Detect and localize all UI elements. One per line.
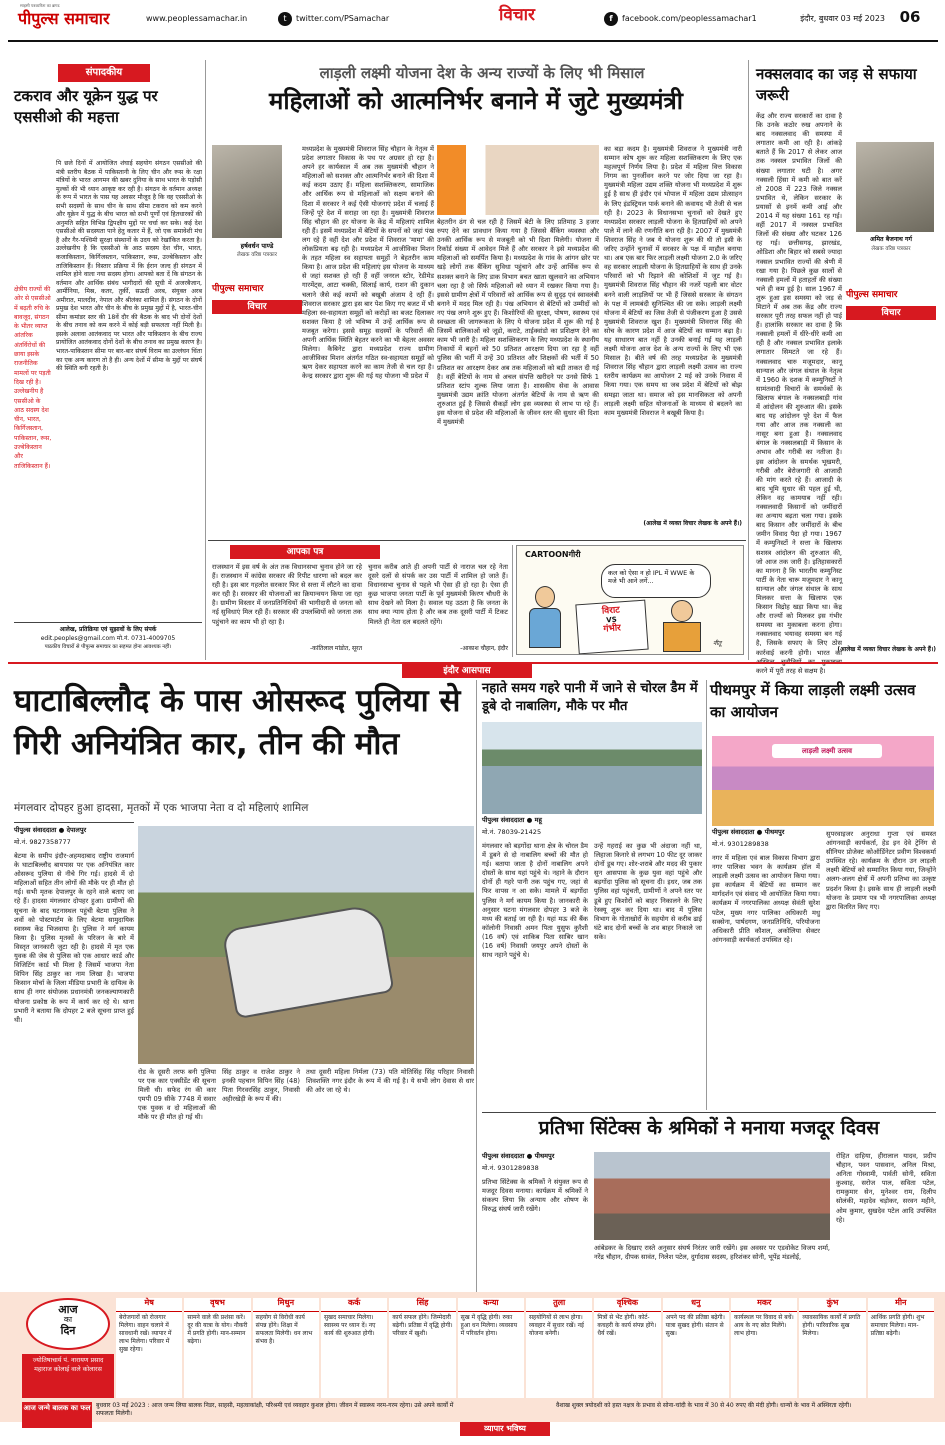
cartoon-speech: कल को ऐसा न हो IPL में WWE के मजे भी आने लगें... — [601, 564, 711, 598]
zodiac-sign-text: अपने पद की प्रतिष्ठा बढ़ेगी। यात्रा सुखद होगी। संतान से सुख। — [665, 1314, 725, 1338]
naxal-author-role: लेखक वरिष्ठ पत्रकार — [871, 246, 911, 252]
editorial-footer-disclaimer: पाठकीय विचारों से पीपुल्स समाचार का सहमत होना आवश्यक नहीं। — [44, 644, 172, 650]
masthead-logo: पीपुल्स समाचार — [18, 9, 110, 28]
dateline: इंदौर, बुधवार 03 मई 2023 — [800, 14, 885, 23]
zodiac-sign-name: कुंभ — [799, 1298, 865, 1312]
cm-photo — [437, 145, 599, 215]
main-col1: मध्यप्रदेश के मुख्यमंत्री शिवराज सिंह चौहान के नेतृत्व में प्रदेश लगातार विकास के पथ पर अग्रसर हो रहा है। अपने हर कार्यकाल में अब तक मुख्यमंत्री चौहान ने महिलाओं को सशक्त और आत्मनिर्भर बनाने की दिशा में कई कदम उठाए हैं। महिला सशक्तिकरण, सामाजिक और आर्थिक रूप से महिलाओं को सक्षम बनाने की दिशा में सरकार ने कई ऐसी योजनाएं प्रदेश में चलाई हैं जिन्हें पूरे देश में सराहा जा रहा है। मुख्यमंत्री शिवराज सिंह चौहान की हर योजना के केंद्र में महिलाएं शामिल रही हैं। इसमें मध्यप्रदेश में बेटियों के सपनों को जहां पंख लग रहे हैं वहीं देश और प्रदेश में शिवराज 'मामा' की लोकप्रियता बढ़ रही है। मध्यप्रदेश में आजीविका मिशन के तहत महिला स्व सहायता समूहों ने बेहतरीन काम किया है। आज प्रदेश की महिलाएं इस योजना के माध्यम से जहां सशक्त हो रही हैं वहीं जनरल स्टोर, रेडीमेड गारमेंट्स, आटा चक्की, सिलाई कार्य, राशन की दुकान चलाने जैसे कई कामों को बखूबी अंजाम दे रही हैं। शिवराज सरकार द्वारा इस बार पेश किए गए बजट में भी महिला स्व-सहायता समूहों को करोड़ों का बजट दिलाकर सशक्त किया है जो भविष्य में उन्हें आर्थिक रूप से मजबूत करेगा। इससे समूह सदस्यों के परिवारों की अपनी आर्थिक स्थिति बेहतर करने का भी बेहतर अवसर मिलेगा। कैबिनेट द्वारा मध्यप्रदेश राज्य ग्रामीण आजीविका मिशन अंतर्गत गठित स्व-सहायता समूहों को ऋण देकर सहायता करने का काम तेजी से चल रहा है। केन्द्र सरकार द्वारा शुरू की गई यह योजना भी प्रदेश में — [302, 145, 434, 381]
accident-col2: रोड के दूसरी तरफ बनी पुलिया पर एक कार एक्सीडेंट की सूचना मिली थी। सफेद रंग की कार एमपी 09 सीके 7748 में सवार एक युवक व दो महिलाओं की मौके पर ही मौत हो गई थी। — [138, 1068, 216, 1122]
accident-subhead: मंगलवार दोपहर हुआ हादसा, मृतकों में एक भाजपा नेता व दो महिलाएं शामिल — [14, 802, 309, 814]
letter-1: राजस्थान में इस वर्ष के अंत तक विधानसभा चुनाव होने जा रहे हैं। राजस्थान में कांग्रेस सरकार की रिपीट धारणा को बदल कर रही है। इस बार गहलोत सरकार फिर से सत्ता में लौटने का दावा कर रही है। सरकार की योजनाओं का क्रियान्वयन किया जा रहा है। ग्रामीण विस्तार में जनप्रतिनिधियों की भागीदारी से जनता को नई सुविधाएं मिल रही हैं। सरकार की उपलब्धियों को जनता तक पहुंचाने का काम भी हो रहा है। — [212, 563, 362, 626]
newspaper-line2: गंभीर — [603, 623, 622, 636]
pratibha-photo — [594, 1152, 830, 1240]
zodiac-sign-text: सुख में वृद्धि होगी। रुका हुआ धन मिलेगा। व्यवसाय में परिवर्तन होगा। — [460, 1314, 518, 1338]
naxal-brand-logo: पीपुल्स समाचार — [846, 290, 898, 300]
zodiac-sign-text: कार्य सफल होंगे। जिम्मेदारी बढ़ेगी। प्रतिष्ठा में वृद्धि होगी। परिवार में खुशी। — [392, 1314, 453, 1338]
cartoon-panel — [516, 545, 744, 655]
drowning-col2: उन्हें गहराई का कुछ भी अंदाजा नहीं था, लिहाजा किनारे से लगभग 10 फीट दूर जाकर दोनों डूब गए। शोर-शराबे और मदद की पुकार सुन आसपास के कुछ युवा वहां पहुंचे और बड़गोंदा पुलिस को सूचना दी। इधर, जब तक पुलिस वहां पहुंचती, ग्रामीणों ने अपने स्तर पर डूबे हुए किशोरों को बाहर निकालने के लिए रेस्क्यू शुरू कर दिया था। बाद में पुलिस विभाग के गोताखोरों के सहयोग से करीब ढाई घंटे बाद दोनों बच्चों के शव बाहर निकाले जा सके। — [594, 842, 702, 941]
zodiac-sign — [731, 1298, 797, 1398]
facebook-icon: f — [604, 12, 618, 26]
masthead — [0, 0, 945, 40]
zodiac-sign-text: सामने वाले की प्रशंसा करें। दूर की यात्रा के योग। नौकरी में प्रगति होगी। मान-सम्मान बढ़ेगा। — [187, 1314, 248, 1346]
zodiac-sign — [321, 1298, 387, 1398]
ladli-headline: पीथमपुर में किया लाड़ली लक्ष्मी उत्सव का आयोजन — [710, 681, 916, 721]
cartoon-signature: नीतू — [713, 640, 722, 647]
main-col3: का बड़ा कदम है। मुख्यमंत्री शिवराज ने मुख्यमंत्री नारी सम्मान कोष शुरू कर महिला सशक्तिकरण के लिए एक महत्वपूर्ण निर्णय लिया है। प्रदेश में महिला वित्त विकास निगम का पुनर्जीवन करने पर जोर दिया जा रहा है। मुख्यमंत्री महिला उद्यम शक्ति योजना भी मध्यप्रदेश में शुरू हुई है साथ ही इंदौर एवं भोपाल में महिला उद्यम प्रोत्साहन के लिए इंडस्ट्रियल पार्क बनाने की कवायद भी तेजी से चल रही है। 2023 के विधानसभा चुनावों को देखते हुए मध्यप्रदेश सरकार लाड़ली योजना के हितग्राहियों को अपने पाले में लाने की रणनीति बना रही है। 2007 में मुख्यमंत्री शिवराज सिंह ने जब ये योजना शुरू की थी तो इसी के जरिए उन्होंने चुनावों में सरकार के पक्ष में माहौल बनाया था। अब एक बार फिर लाड़ली लक्ष्मी योजना 2.0 के जरिए वह सरकार लाड़ली योजना के हितग्राहियों के साथ ही उनके परिवारों को भी रिझाने की कोशिशों में जुट गई है। मुख्यमंत्री शिवराज सिंह चौहान की नजरें पहली बार वोटर बनने वाली लाड़लियों पर भी हैं जिससे सरकार के संगठन के पक्ष में लामबंदी सुनिश्चित की जा सके। लाड़ली लक्ष्मी योजना में बेटियों का जिस तेजी से पंजीकरण हुआ है उससे मुख्यमंत्री शिवराज खुश हैं। मुख्यमंत्री शिवराज सिंह की सोच के कारण प्रदेश में आज बेटियों का सम्मान बढ़ा है। यह साधारण बात नहीं है उनकी बनाई गई यह लाड़ली लक्ष्मी योजना आज देश के अन्य राज्यों के लिए भी एक मिसाल है। बीते वर्ष की तरह मध्यप्रदेश के मुख्यमंत्री शिवराज सिंह चौहान द्वारा लाड़ली लक्ष्मी उत्सव का राज्य स्तरीय कार्यक्रम का आयोजन 2 मई को उनके निवास में किया गया। एक समय था जब प्रदेश में बेटियों को बोझ समझा जाता था। समाज को इस मानसिकता को अपनी लाड़ली लक्ष्मी सहित योजनाओं के माध्यम से बदलने का काम मुख्यमंत्री शिवराज ने बखूबी किया है। — [604, 145, 742, 417]
zodiac-sign-text: सहयोग से विरोधी कार्य संपन्न होंगे। शिक्षा में सफलता मिलेगी। धन लाभ संभव है। — [255, 1314, 313, 1346]
zodiac-sign-text: कार्यस्थल पर विवाद से बचें। आय के नए स्रोत मिलेंगे। लाभ होगा। — [734, 1314, 794, 1338]
newspaper-line1: विराट — [601, 605, 621, 617]
accident-headline: घाटाबिल्लौद के पास ओसरूद पुलिया से गिरी अनियंत्रित कार, तीन की मौत — [14, 683, 461, 762]
accident-body: बेटमा के समीप इंदौर-अहमदाबाद राष्ट्रीय राजमार्ग के घाटाबिल्लौद बायपास पर एक अनियंत्रित कार ओसरूद पुलिया से नीचे गिर गई। हादसे में दो महिलाओं सहित तीन लोगों की मौके पर ही मौत हो गई। सभी मृतक देपालपुर के रहने वाले बताए जा रहे हैं। हादसा मंगलवार दोपहर हुआ। ग्रामीणों की सूचना के बाद घटनास्थल पहुंची बेटमा पुलिस ने शवों को पोस्टमार्टम के लिए बेटमा सामुदायिक स्वास्थ्य केंद्र भिजवाया है। पुलिस ने मर्ग कायम किया है। पुलिस मृतकों के परिजन के बारे में विस्तृत जानकारी जुटा रही है। हादसे में मृत एक युवक की जेब से पुलिस को एक आधार कार्ड और विजिटिंग कार्ड भी मिला है जिसमें भाजपा नेता विपिन सिंह ठाकुर का नाम लिखा है। भाजपा किसान मोर्चा के जिला मीडिया प्रभारी के दायित्व के साथ ही नगर संयोजक प्रधानमंत्री जनकल्याणकारी योजना प्रकोष्ठ के रूप में कार्य कर रहे थे। थाना प्रभारी ने बताया कि दोपहर 2 बजे सूचना प्राप्त हुई थी। — [14, 852, 134, 1024]
zodiac-sign — [868, 1298, 934, 1398]
pratibha-col3: रोहित दाहिया, हीरालाल यादव, प्रदीप चौहान, पवन पासवान, अनिल मिश्रा, अनिता गोस्वामी, पार्वती सोनी, सविता कुश्वाह, सरोज पाल, सविता पटेल, रामकुमार सेन, मुनेश्वर राम, दिलीप सोलंकी, महादेव चड़ोकर, सरवन महीने, ओम कुमार, सुखदेव पटेल आदि उपस्थित रहे। — [836, 1152, 936, 1224]
pratibha-byline: पीपुल्स संवाददाता ● पीथमपुर — [482, 1152, 555, 1160]
naxal-body-top: केंद्र और राज्य सरकारों का दावा है कि उनके कठोर रुख अपनाने के बाद नक्सलवाद की समस्या में लगातार कमी आ रही है। आंकड़े बताते हैं कि 2017 से लेकर आज तक नक्सल प्रभावित जिलों की संख्या लगातार घटी है। अगर नक्सली हिंसा में कमी को बात करें तो 2008 में 223 जिले नक्सल प्रभावित थे, लेकिन सरकार के प्रयासों से इनमें कमी आई और 2014 में यह संख्या 161 रह गई। वहीं 2017 में नक्सल प्रभावित जिलों की संख्या और घटकर 126 रह गई। छत्तीसगढ़, झारखंड, ओडिशा और बिहार को सबसे ज्यादा नक्सल प्रभावित राज्यों की श्रेणी में रखा गया है। पिछले कुछ सालों से नक्सली हमलों में हताहतों की संख्या भले ही कम हुई है। साल 1967 में शुरू हुआ इस समस्या को जड़ से मिटाने में अब तक केंद्र और राज्य सरकार पूरी तरह सफल नहीं हो पाई हैं। हालांकि सरकार का दावा है कि नक्सली हमलों में धीरे-धीरे कमी आ रही है और नक्सल प्रभावित इलाके लगातार सिमटते जा रहे हैं। नक्सलवाद चारु मजूमदार, कानू सान्याल और जंगल संथाल के नेतृत्व में 1960 के दशक में कम्युनिस्टों ने सामंतवादी विचारों के समर्थकों के खिलाफ बंगाल के नक्सलबाड़ी गांव में आंदोलन की शुरुआत की। इसके बाद यह आंदोलन पूरे देश में फैल गया और आज तक नक्सली का नासूर बना हुआ है। नक्सलवाद बंगाल के नक्सलबाड़ी में किसान के अभाव और गरीबी का नतीजा है। इस आंदोलन के समर्थक भूखमरी, गरीबी और बेरोजगारी से आजादी की मांग करते रहे हैं। आजादी के बाद भूमि सुधार की पहल हुई थी, लेकिन वह कामयाब नहीं रही। नक्सलवादी किसानों को जमींदारों का अन्याय बढ़ता चला गया। इसके बाद किसान और जमींदारों के बीच जमीन विवाद पैदा हो गया। 1967 में कम्युनिस्टों ने सत्ता के खिलाफ सशस्त्र आंदोलन की शुरुआत की, जो आज तक जारी है। इतिहासकारों का मानना है कि भारतीय कम्युनिस्ट पार्टी के नेता चारू मजूमदार ने कानू सान्याल और जंगल संथाल के साथ मिलकर सत्ता के खिलाफ एक किसान विद्रोह खड़ा किया था। केंद्र और राज्यों को मिलकर इस गंभीर समस्या का मुकाबला करना होगा। नक्सलवाद भयावह समस्या बन गई है, जिसके सफाए के लिए ठोस कार्रवाई करनी होगी। भारत का करने में पूरी तरह से सक्षम है। — [756, 112, 842, 675]
zodiac-sign-name: वृश्चिक — [594, 1298, 660, 1312]
editorial-side-quote: क्षेत्रीय राज्यों की ओर से एससीओ में बढ़ती रुचि के बावजूद, संगठन के भीतर व्याप्त आंतरिक अंतर्विरोधों की छाया इसके राजनीतिक मामलों पर पड़ती दिख रही है। उल्लेखनीय है एससीओ के आठ सदस्य देश चीन, भारत, किर्गिजस्तान, पाकिस्तान, रूस, उज्बेकिस्तान और ताजिकिस्तान हैं। — [14, 286, 52, 470]
main-kicker: लाड़ली लक्ष्मी योजना देश के अन्य राज्यों के लिए भी मिसाल — [319, 64, 645, 82]
drowning-byline: पीपुल्स संवाददाता ● महू — [482, 816, 542, 824]
main-col2: बेहतरीन ढंग से चल रही है जिसमें बेटी के लिए प्रतिमाह 3 हजार रुपए देने का प्रावधान किया गया है जिससे बैंकिंग व्यवस्था और उनकी आर्थिक रूप से मजबूती को भी दिशा मिलेगी। योजना में रिकॉर्ड संख्या में आवेदन मिले हैं और सरकार ने इसे मध्यप्रदेश की महिलाओं को समर्पित किया है। मध्यप्रदेश के गांव के आंगन छोर पर खड़े लोगों तक बैंकिंग सुविधा पहुंचाने और उन्हें आर्थिक रूप से सशक्त बनाने के लिए डाक विभाग बचत खाता खुलवाने का अभियान चला रहा है जो सिर्फ महिलाओं को ध्यान में रखकर किया गया है। इससे ग्रामीण क्षेत्रों में परिवारों को आर्थिक रूप से सुदृढ़ एवं स्वावलंबी बनाने में मदद मिल रही है। पंख अभियान से बेटियों को उम्मीदों को नए पंख लगने शुरू हुए हैं। किशोरियों की सुरक्षा, पोषण, स्वास्थ्य एवं स्वच्छता की जागरूकता के लिए ये योजना प्रदेश में शुरू की गई है जिसमें बालिकाओं को जूडो, कराटे, ताईक्वांडो का प्रशिक्षण देने का काम भी जारी है। महिला सशक्तिकरण के लिए मध्यप्रदेश के स्थानीय निकायों में बहनों को 50 प्रतिशत आरक्षण दिया जा रहा है वहीं पुलिस की भर्ती में उन्हें 30 प्रतिशत और शिक्षकों की भर्ती में 50 प्रतिशत का आरक्षण देकर अब तक महिलाओं को बड़ी ताकत दी गई है। वहीं बेटियों के नाम से अचल संपत्ति खरीदने पर उनसे सिर्फ 1 प्रतिशत स्टांप शुल्क लिया जाता है। शासकीय सेवा के आवास मुख्यमंत्री उद्यम क्रांति योजना अंतर्गत बेटियों के नाम से ऋण की शुरुआत हुई है जिससे सैकड़ों लोग इस व्यवस्था से लाभ पा रहे हैं। इस योजना से प्रदेश की महिलाओं के जीवन स्तर की सुधार की दिशा में मुख्यमंत्री — [437, 218, 599, 427]
ladli-photo — [712, 736, 934, 826]
website-link[interactable]: www.peoplessamachar.in — [146, 14, 248, 23]
naxal-brand-tag: विचार — [846, 306, 936, 320]
pratibha-col2: आंबेडकर के दिखाए रास्ते अनुसार संघर्ष निरंतर जारी रखेंगे। इस अवसर पर एडवोकेट विजय शर्मा, नरेंद्र चौहान, दीपक सावंत, निलेश पटेल, दुर्गादास सदस्य, हरिशंकर सोनी, भूपेंद्र मंडलोई, — [594, 1244, 830, 1262]
letters-header: आपका पत्र — [230, 545, 380, 559]
cartoon-reader — [657, 600, 707, 652]
brand-tag: विचार — [212, 300, 302, 314]
masthead-tagline: साहसी पत्रकारिता का ब्राण्ड — [20, 3, 60, 8]
drowning-body: मंगलवार को बड़गोंदा थाना क्षेत्र के चोरल डैम में डूबने से दो नाबालिग बच्चों की मौत हो गई। बताया जाता है दोनों नाबालिग अपने दोस्तों के साथ यहां पहुंचे थे। नहाने के दौरान दोनों ही गहरे पानी तक पहुंच गए, जहां से फिर वापस न आ सके। मामले में बड़गोंदा पुलिस ने मर्ग कायम किया है। जानकारी के अनुसार घटना मंगलवार दोपहर 3 बजे के मध्य की बताई जा रही है। यहां मऊ की बैंक कॉलोनी निवासी अमन पिता युसुफ कुरैशी (16 वर्ष) एवं शाकिब पिता साबिर खान (16 वर्ष) निवासी जयपुर अपने दोस्तों के साथ नहाने पहुंचे थे। — [482, 842, 588, 960]
drowning-mobile[interactable]: मो.नं. 78039-21425 — [482, 828, 542, 836]
zodiac-sign-name: मकर — [731, 1298, 797, 1312]
zodiac-sign — [594, 1298, 660, 1398]
zodiac-sign-text: बेरोजगारों को रोजगार मिलेगा। वाहन चलाने में सावधानी रखें। व्यापार में लाभ मिलेगा। परिवार में सुख रहेगा। — [119, 1314, 172, 1354]
pratibha-headline: प्रतिभा सिंटेक्स के श्रमिकों ने मनाया मजदूर दिवस — [538, 1117, 880, 1139]
editorial-tag: संपादकीय — [58, 64, 150, 82]
market-label: व्यापार भविष्य — [460, 1422, 550, 1436]
ladli-banner: लाड़ली लक्ष्मी उत्सव — [772, 744, 882, 758]
zodiac-sign-text: व्यावसायिक कार्यों में प्रगति होगी। पारिवारिक सुख मिलेगा। — [802, 1314, 861, 1338]
accident-photo — [138, 826, 474, 1064]
section-title: विचार — [498, 5, 535, 25]
cartoon-newspaper — [575, 600, 648, 655]
horoscope-title-2: का — [63, 1315, 73, 1325]
cartoon-title: CARTOONगीरी — [525, 550, 581, 559]
zodiac-sign-name: कन्या — [458, 1298, 524, 1312]
twitter-icon: t — [278, 12, 292, 26]
editorial-footer-contact: आलेख, प्रतिक्रिया एवं सुझावों के लिए संपर्क — [59, 626, 157, 633]
local-band: इंदौर आसपास — [402, 664, 532, 678]
author-role: लेखक वरिष्ठ पत्रकार — [237, 252, 277, 258]
zodiac-sign — [184, 1298, 250, 1398]
zodiac-sign-name: कर्क — [321, 1298, 387, 1312]
horoscope-title-3: दिन — [60, 1324, 76, 1338]
main-headline: महिलाओं को आत्मनिर्भर बनाने में जुटे मुख्यमंत्री — [269, 87, 683, 115]
naxal-author-name: अमित बैजनाथ गर्ग — [870, 236, 912, 243]
accident-col3: सिंह ठाकुर व राजेश ठाकुर ने इनकी पहचान विपिन सिंह (48) पिता गिरवरसिंह ठाकुर, निवासी अहीरखेड़ी के रूप में की। — [222, 1068, 300, 1104]
drowning-headline: नहाते समय गहरे पानी में जाने से चोरल डैम में डूबे दो नाबालिग, मौके पर मौत — [482, 681, 698, 715]
zodiac-sign-text: मित्रों से भेंट होगी। कोर्ट-कचहरी के कार्य संपन्न होंगे। धैर्य रखें। — [597, 1314, 657, 1338]
ladli-byline: पीपुल्स संवाददाता ● पीथमपुर — [712, 828, 785, 836]
main-disclaimer: (आलेख में व्यक्त विचार लेखक के अपने हैं।) — [643, 520, 742, 527]
zodiac-grid — [116, 1298, 936, 1398]
ladli-mobile[interactable]: मो.नं. 9301289838 — [712, 840, 769, 848]
zodiac-sign — [526, 1298, 592, 1398]
newspaper-vs: VS — [605, 615, 617, 625]
birthday-label: आज जन्मे बालक का फल — [22, 1402, 92, 1428]
zodiac-sign — [799, 1298, 865, 1398]
zodiac-sign-text: सहयोगियों से लाभ होगा। व्यवहार में सुधार रखें। नई योजना बनेगी। — [529, 1314, 584, 1338]
horoscope-title-badge — [26, 1298, 110, 1350]
naxal-author-photo — [856, 142, 934, 232]
zodiac-sign-name: तुला — [526, 1298, 592, 1312]
naxal-headline: नक्सलवाद का जड़ से सफाया जरूरी — [756, 65, 917, 104]
zodiac-sign-name: वृषभ — [184, 1298, 250, 1312]
market-text: वैशाख शुक्ल त्रयोदशी को हस्त नक्षत्र के प्रभाव से सोना-चांदी के भाव में 30 से 40 रुपए की मंदी होगी। धान्यों के भाव में अस्थिरता रहेगी। — [556, 1402, 852, 1409]
horoscope-title-1: आज — [58, 1303, 78, 1316]
pratibha-mobile[interactable]: मो.नं. 9301289838 — [482, 1164, 539, 1172]
author-photo — [212, 145, 282, 238]
brand-logo: पीपुल्स समाचार — [212, 284, 264, 294]
pratibha-body: प्रतिभा सिंटेक्स के श्रमिकों ने संयुक्त रूप से मजदूर दिवस मनाया। कार्यक्रम में श्रमिकों ने संकल्प लिया कि अन्याय और शोषण के विरुद्ध संघर्ष जारी रखेंगे। — [482, 1178, 588, 1214]
author-name: हर्षवर्धन पाण्डे — [240, 242, 274, 250]
zodiac-sign-name: धनु — [663, 1298, 729, 1312]
zodiac-sign — [116, 1298, 182, 1398]
editorial-body: पि छले दिनों में आयोजित शंघाई सहयोग संगठन एससीओ की मंत्री स्तरीय बैठक में पाकिस्तानी के लिए चीन और रूस के रक्षा मंत्रियों के भारत आगमन की खबर दुनिया के साथ भारत के पड़ोसी मुल्कों की भी ध्यान आकृष्ट कर रही है। संगठन के वर्तमान अध्यक्ष के रूप में भारत के पास यह अवसर मौजूद है कि वह एससीओ के सभी सदस्यों के साथ चीन के साथ सीमा टकराव को कम करने और यूक्रेन में युद्ध के बीच भारत को सभी पूर्णों एवं हितधारकों की अनुमति सहित विभिन्न द्विपक्षीय मुद्दों पर चर्चा कर सके। कई देश एससीओ की सदस्यता पाने हेतु कतार में हैं, जो एक समावेशी मंच है और गैर-पश्चिमी सुरक्षा संस्थानों के उदय को रेखांकित करता है। उल्लेखनीय है कि एससीओ के आठ सदस्य देश चीन, भारत, कजाकिस्तान, किर्गिजस्तान, पाकिस्तान, रूस, उज्बेकिस्तान और ताजिकिस्तान हैं। विस्तार प्रक्रिया में कि ईरान जल्द ही संगठन में शामिल होने वाला नया सदस्य होगा। आपको बता दें कि संगठन के वर्तमान और आर्थिक संबंध भागीदारों की सूची में अजरबैजान, आर्मीनिया, मिस्र, कतर, तुर्की, सऊदी अरब, संयुक्त अरब अमीरात, मालदीव, नेपाल और श्रीलंका शामिल हैं। संगठन के दोनों प्रमुख देश भारत और चीन के बीच के प्रमुख मुद्दों में है, भारत-चीन सीमा कमांडर स्तर की 18वें दौर की बैठक के बाद भी दोनों देशों के बीच तनाव को कम करने में कोई बड़ी सफलता नहीं मिली है। इसके अलावा आतंकवाद पर भारत और पाकिस्तान के बीच राज्य प्रायोजित आतंकवाद दोनों देशों के बीच तनाव का प्रमुख कारण है। भारत-पाकिस्तान सीमा पर बार-बार संघर्ष विराम का उल्लंघन चिंता का एक अन्य कारण तो है ही। अन्य देशों में सीमा के मुद्दों पर संघर्ष की स्थिति बनी रहती है। — [56, 160, 202, 373]
accident-mobile[interactable]: मो.नं. 9827358777 — [14, 838, 71, 846]
birthday-text: बुधवार 03 मई 2023 : आज जन्म लिया बालक निडर, साहसी, महत्वाकांक्षी, परिश्रमी एवं व्यवहार कुशल होगा। जीवन में स्वास्थ्य नरम-गरम रहेगा। उसे अपने कार्यों में सफलता मिलेगी। — [96, 1402, 454, 1418]
zodiac-sign-text: आर्थिक प्रगति होगी। शुभ समाचार मिलेगा। मान-प्रतिष्ठा बढ़ेगी। — [870, 1314, 925, 1338]
zodiac-sign — [253, 1298, 319, 1398]
astrologer-credit: ज्योतिषाचार्य पं. नारायण प्रसाद महाराज कोलाई वाले कोलारस — [22, 1354, 114, 1398]
accident-byline: पीपुल्स संवाददाता ● देपालपुर — [14, 826, 87, 834]
zodiac-sign — [663, 1298, 729, 1398]
ladli-body: नगर में महिला एवं बाल विकास विभाग द्वारा नगर पालिका भवन के कार्यक्रम हॉल में लाड़ली लक्ष्मी उत्सव का आयोजन किया गया। इस कार्यक्रम में बेटियों का सम्मान कर मार्गदर्शन एवं संवाद भी आयोजित किया गया। कार्यक्रम में नगरपालिका अध्यक्ष सेवंती सुरेश पटेल, मुख्य नगर पालिका अधिकारी मधु सक्सेना, पार्षदगण, जनप्रतिनिधि, परियोजना अधिकारी प्रीति कौशल, अकोलिया सेक्टर आंगनवाड़ी कार्यकर्ता उपस्थित रहे। — [712, 854, 820, 944]
editorial-headline: टकराव और यूक्रेन युद्ध पर एससीओ की महत्ता — [14, 87, 158, 126]
accident-col4: तथा दूसरी महिला निर्मला (73) पति मोतिसिंह सिंह परिहार निवासी शिवशक्ति नगर इंदौर के रूप में की गई है। ये सभी लोग देवास से धार की ओर जा रहे थे। — [306, 1068, 474, 1095]
naxal-disclaimer: (आलेख में व्यक्त विचार लेखक के अपने हैं।) — [837, 646, 936, 653]
drowning-photo — [482, 722, 702, 814]
page-number: 06 — [899, 8, 921, 26]
facebook-link[interactable]: facebook.com/peoplessamachar1 — [622, 14, 757, 23]
ladli-col2: सुपरवाइजर अनुराधा गुप्ता एवं समस्त आंगनवाड़ी कार्यकर्ता, हेड इन देवे ट्रेनिंग से सीनियर प्रोजेक्ट कोऑर्डिनेटर प्रवीण विश्वकर्मा उपस्थित रहे। कार्यक्रम के दौरान उन लाड़ली लक्ष्मी बेटियों को सम्मानित किया गया, जिन्होंने अलग-अलग क्षेत्रों में अपनी प्रतिभा का उत्कृष्ट प्रदर्शन किया है। इसके साथ ही लाड़ली लक्ष्मी योजना के प्रमाण पत्र भी नगरपालिका अध्यक्ष द्वारा वितरित किए गए। — [826, 830, 936, 911]
zodiac-sign-name: मेष — [116, 1298, 182, 1312]
zodiac-sign-name: सिंह — [389, 1298, 455, 1312]
zodiac-sign — [389, 1298, 455, 1398]
letter-2: चुनाव करीब आते ही अपनी पार्टी से नाराज चल रहे नेता दूसरे दलों से संपर्क कर उस पार्टी में शामिल हो जाते हैं। विधानसभा चुनाव से पहले भी ऐसा ही हो रहा है। ऐसा ही कुछ भाजपा जनता पार्टी के पूर्व मुख्यमंत्री किरण चौधरी के साथ देखने को मिला है। सवाल यह उठता है कि जनता के साथ क्या न्याय होता है और कब तक दूसरी पार्टी में टिकट मिलते ही नेता दल बदलते रहेंगे। — [368, 563, 508, 626]
letter-1-sign: -कांतिलाल मांडोत, सूरत — [310, 645, 362, 652]
editorial-footer-email[interactable]: edit.peoples@gmail.com मो.नं. 0731-4009705 — [40, 635, 176, 642]
zodiac-sign — [458, 1298, 524, 1398]
zodiac-sign-name: मिथुन — [253, 1298, 319, 1312]
zodiac-sign-text: सुखद समाचार मिलेगा। स्वास्थ्य पर ध्यान दें। नए कार्य की शुरुआत होगी। — [324, 1314, 376, 1338]
letter-2-sign: -आकाश चौहान, इंदौर — [460, 645, 508, 652]
twitter-link[interactable]: twitter.com/PSamachar — [296, 14, 390, 23]
cartoon-person — [523, 586, 567, 648]
zodiac-sign-name: मीन — [868, 1298, 934, 1312]
